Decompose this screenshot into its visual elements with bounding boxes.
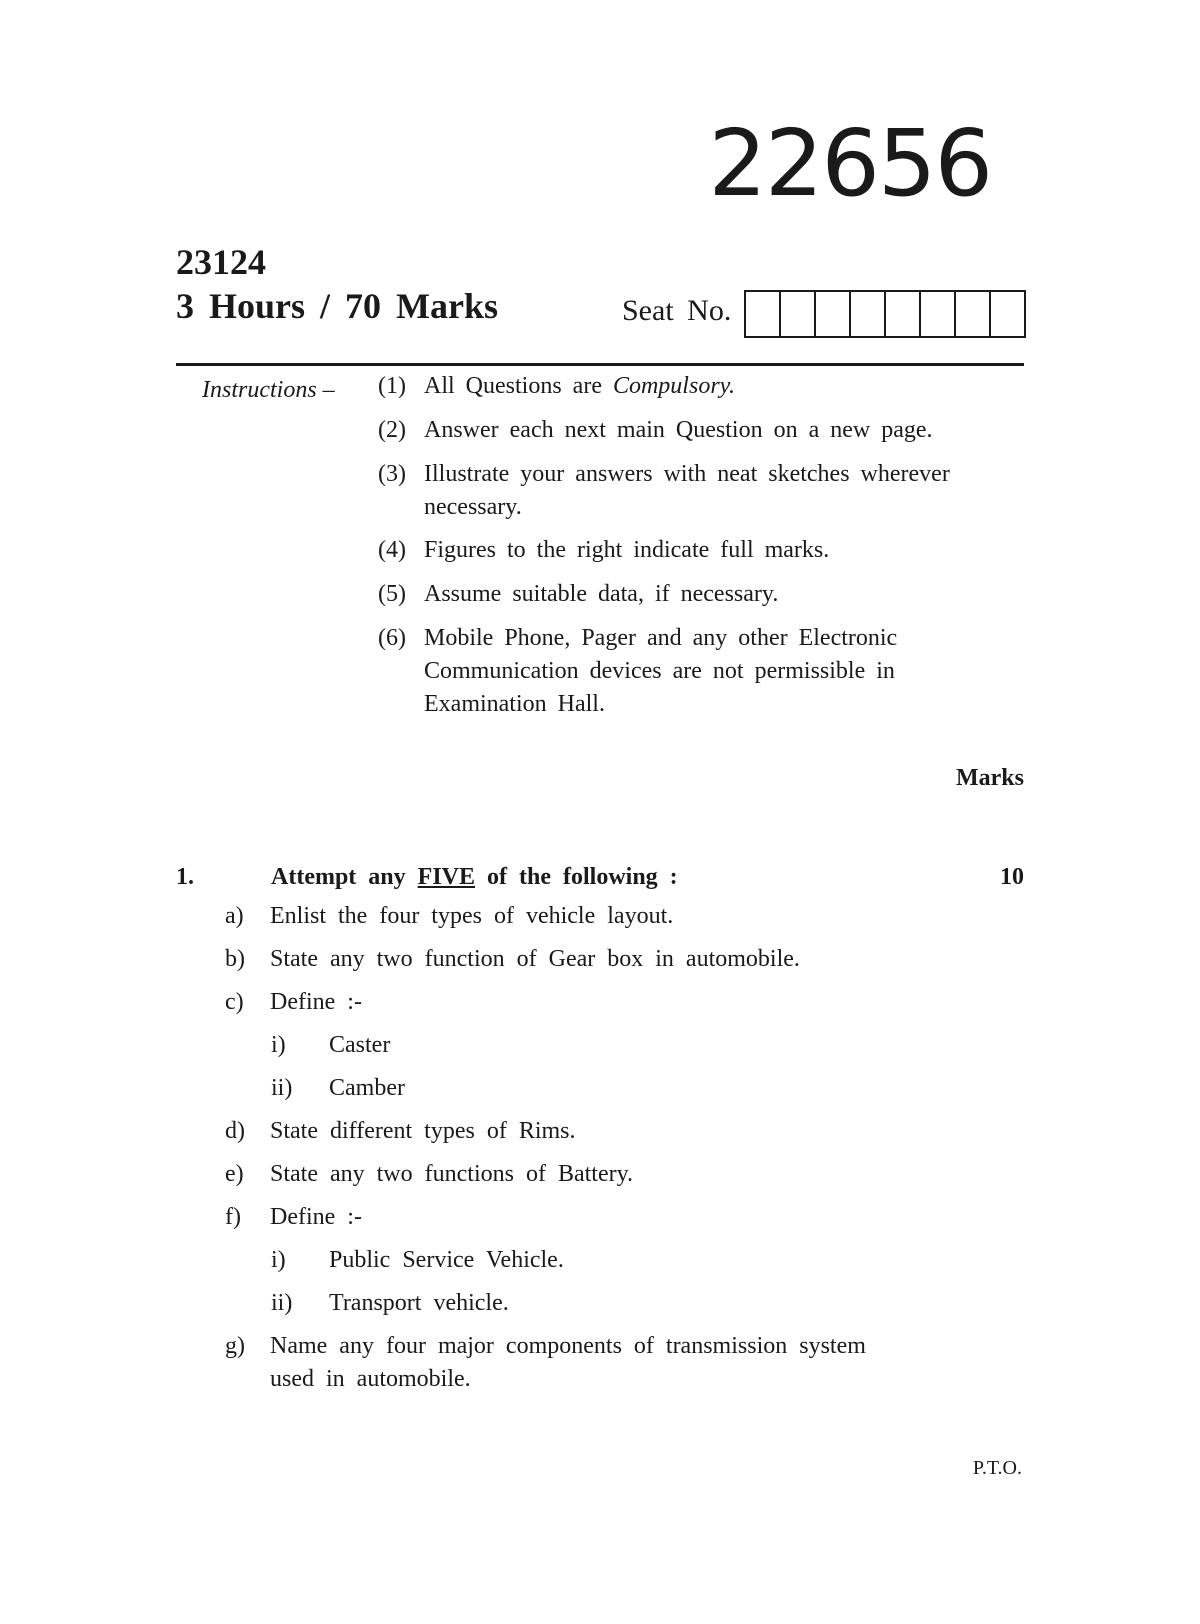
header-divider	[176, 363, 1024, 366]
question-marks: 10	[1000, 864, 1024, 890]
instruction-item	[378, 414, 998, 447]
seat-number-boxes[interactable]	[744, 290, 1026, 338]
part-text: State any two functions of Battery.	[270, 1161, 634, 1187]
part-label: b)	[225, 946, 245, 972]
sub-part-f-ii	[271, 1287, 509, 1320]
duration-marks: 3 Hours / 70 Marks	[176, 286, 499, 326]
sub-part-label: i)	[271, 1247, 286, 1273]
part-label: d)	[225, 1118, 245, 1144]
sub-part-label: ii)	[271, 1290, 293, 1316]
instruction-text: Figures to the right indicate full marks.	[424, 537, 830, 563]
question-part-c	[225, 986, 362, 1019]
part-text: Define :-	[270, 989, 362, 1015]
question-part-a	[225, 900, 673, 933]
seat-digit-box[interactable]	[956, 292, 991, 336]
instruction-item	[378, 578, 998, 611]
instruction-text: Assume suitable data, if necessary.	[424, 581, 779, 607]
instruction-item	[378, 458, 998, 524]
sub-part-label: ii)	[271, 1075, 293, 1101]
seat-number-label: Seat No.	[622, 294, 732, 327]
part-text: State different types of Rims.	[270, 1118, 576, 1144]
instruction-text: Answer each next main Question on a new page.	[424, 417, 933, 443]
part-text: Define :-	[270, 1204, 362, 1230]
part-text: State any two function of Gear box in automobile.	[270, 946, 800, 972]
instruction-item	[378, 622, 938, 721]
instruction-number: (4)	[378, 537, 406, 563]
instruction-text: Illustrate your answers with neat sketches wherever necessary.	[424, 461, 950, 520]
instruction-number: (1)	[378, 373, 406, 399]
sub-part-c-i	[271, 1029, 390, 1062]
seat-digit-box[interactable]	[991, 292, 1024, 336]
part-label: a)	[225, 903, 244, 929]
seat-digit-box[interactable]	[921, 292, 956, 336]
sub-part-text: Camber	[329, 1075, 405, 1101]
question-part-g	[225, 1330, 915, 1396]
instruction-text: Mobile Phone, Pager and any other Electronic Communication devices are not permissible in Examination Hall.	[424, 625, 898, 717]
instruction-text: All Questions are Compulsory.	[424, 373, 735, 399]
question-part-b	[225, 943, 800, 976]
part-label: f)	[225, 1204, 241, 1230]
seat-digit-box[interactable]	[816, 292, 851, 336]
sub-part-text: Transport vehicle.	[329, 1290, 509, 1316]
instruction-number: (3)	[378, 461, 406, 487]
seat-digit-box[interactable]	[781, 292, 816, 336]
instructions-label: Instructions –	[202, 377, 335, 403]
sub-part-label: i)	[271, 1032, 286, 1058]
seat-digit-box[interactable]	[886, 292, 921, 336]
sub-part-text: Caster	[329, 1032, 391, 1058]
marks-heading: Marks	[956, 765, 1024, 791]
instruction-number: (2)	[378, 417, 406, 443]
question-part-d	[225, 1115, 576, 1148]
sub-part-text: Public Service Vehicle.	[329, 1247, 564, 1273]
part-label: c)	[225, 989, 244, 1015]
instruction-item	[378, 370, 998, 403]
paper-code: 22656	[708, 110, 991, 217]
part-text: Enlist the four types of vehicle layout.	[270, 903, 674, 929]
instruction-number: (5)	[378, 581, 406, 607]
subject-code: 23124	[176, 242, 266, 282]
question-part-f	[225, 1201, 362, 1234]
seat-digit-box[interactable]	[851, 292, 886, 336]
part-label: e)	[225, 1161, 244, 1187]
instruction-number: (6)	[378, 625, 406, 651]
part-text: Name any four major components of transmission system used in automobile.	[270, 1333, 866, 1392]
page-turn-note: P.T.O.	[972, 1457, 1022, 1479]
part-label: g)	[225, 1333, 245, 1359]
question-number: 1.	[176, 864, 194, 890]
instruction-item	[378, 534, 998, 567]
sub-part-c-ii	[271, 1072, 405, 1105]
question-text: Attempt any FIVE of the following :	[271, 864, 678, 890]
question-part-e	[225, 1158, 633, 1191]
seat-digit-box[interactable]	[746, 292, 781, 336]
sub-part-f-i	[271, 1244, 564, 1277]
